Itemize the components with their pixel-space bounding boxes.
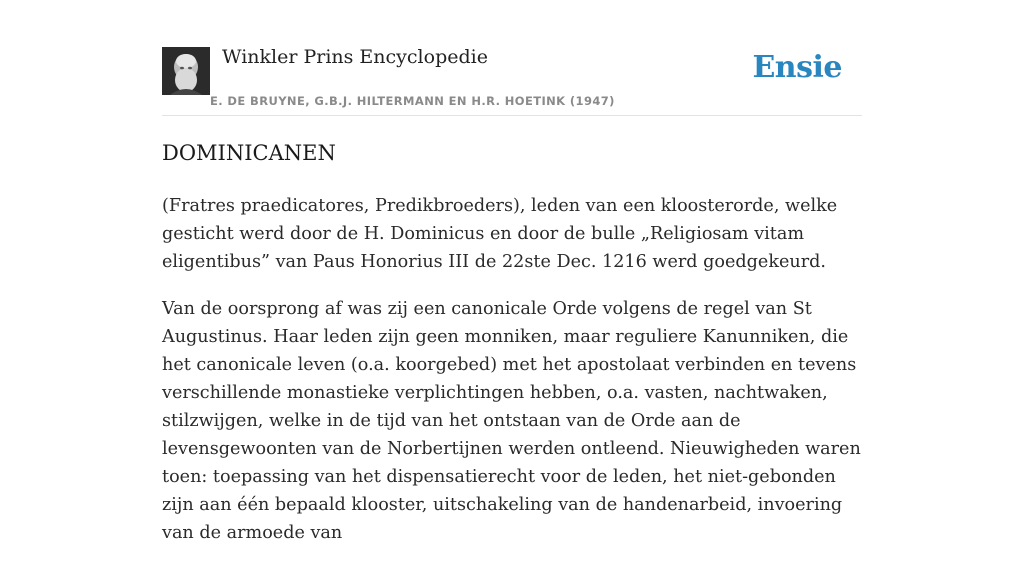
paragraph: (Fratres praedicatores, Predikbroeders), leden van een kloosterorde, welke gesticht werd door de H. Dominicus en door de bulle „Religiosam vitam eligentibus” van Paus Honorius III de 22ste Dec. 1216 werd goedgekeurd. bbox=[162, 196, 838, 272]
brand-logo[interactable]: Ensie bbox=[752, 50, 842, 85]
book-title[interactable]: Winkler Prins Encyclopedie bbox=[222, 46, 488, 68]
authors-line: E. DE BRUYNE, G.B.J. HILTERMANN EN H.R. HOETINK (1947) bbox=[210, 94, 615, 108]
entry-body bbox=[162, 192, 862, 566]
header bbox=[162, 0, 862, 116]
author-avatar[interactable] bbox=[162, 47, 210, 95]
entry-title: DOMINICANEN bbox=[162, 141, 336, 165]
paragraph: Van de oorsprong af was zij een canonicale Orde volgens de regel van St Augustinus. Haar leden zijn geen monniken, maar reguliere Kanunniken, die het canonicale leven (o.a. koorgebed) met het apostolaat verbinden en tevens verschillende monastieke verplichtingen hebben, o.a. vasten, nachtwaken, stilzwijgen, welke in de tijd van het ontstaan van de Orde aan de levensgewoonten van de Norbertijnen werden ontleend. Nieuwigheden waren toen: toepassing van het dispensatierecht voor de leden, het niet-gebonden zijn aan één bepaald klooster, uitschakeling van de handenarbeid, invoering van de armoede van bbox=[162, 299, 861, 543]
portrait-icon bbox=[162, 47, 210, 95]
page bbox=[162, 0, 862, 543]
